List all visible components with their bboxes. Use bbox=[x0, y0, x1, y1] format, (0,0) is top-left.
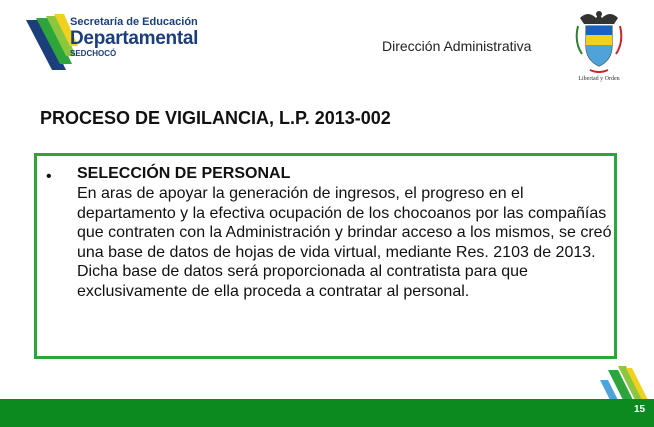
department-title: Dirección Administrativa bbox=[382, 38, 532, 54]
item-body: En aras de apoyar la generación de ingresos, el progreso en el departamento y la efectiva ocupación de los chocoanos por las compañías que contraten con la Administración y brindar acceso a los mismos, se creó una base de datos de hojas de vida virtual, mediante Res. 2103 de 2013. Dicha base de datos será proporcionada al contratista para que exclusivamente de ella proceda a contratar al personal. bbox=[77, 185, 612, 300]
bullet-marker: • bbox=[46, 168, 52, 185]
crest-motto: Libertad y Orden bbox=[578, 76, 620, 82]
logo-line-departamental: Departamental bbox=[70, 28, 199, 49]
logo-line-secretaria: Secretaría de Educación bbox=[70, 16, 198, 28]
page-number: 15 bbox=[634, 404, 646, 415]
logo-text bbox=[70, 16, 198, 58]
slide-title: PROCESO DE VIGILANCIA, L.P. 2013-002 bbox=[40, 108, 391, 128]
content-box bbox=[34, 153, 617, 359]
footer-bar bbox=[0, 399, 654, 427]
logo-line-sedchoco: SEDCHOCÓ bbox=[70, 49, 117, 58]
colombia-coat-of-arms-icon bbox=[574, 8, 624, 76]
sedchoco-logo bbox=[22, 12, 212, 74]
item-title: SELECCIÓN DE PERSONAL bbox=[77, 165, 291, 182]
